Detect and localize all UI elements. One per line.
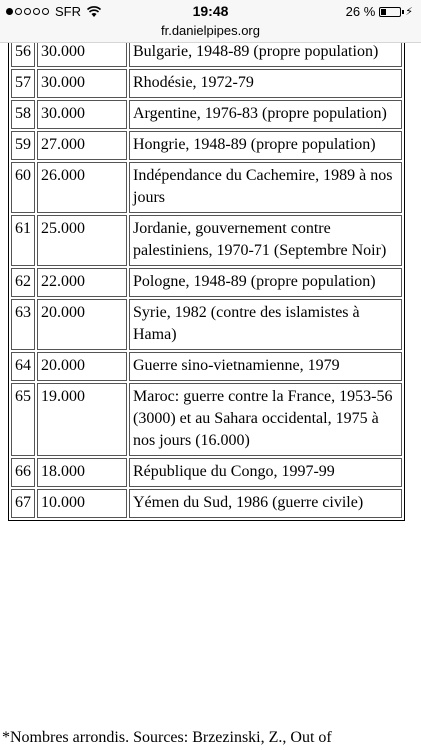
description-cell: Pologne, 1948-89 (propre population) [129, 268, 402, 297]
rank-cell: 64 [11, 352, 35, 381]
value-cell: 22.000 [37, 268, 127, 297]
description-cell: Bulgarie, 1948-89 (propre population) [129, 43, 402, 67]
battery-percentage: 26 % [345, 4, 376, 19]
casualties-table [8, 43, 405, 521]
rank-cell: 62 [11, 268, 35, 297]
description-cell: Syrie, 1982 (contre des islamistes à Hama) [129, 299, 402, 350]
status-bar [0, 0, 421, 22]
description-cell: Guerre sino-vietnamienne, 1979 [129, 352, 402, 381]
footnote: *Nombres arrondis. Sources: Brzezinski, Z., Out of [2, 729, 332, 746]
table-row [11, 489, 402, 518]
table-row [11, 268, 402, 297]
table-row [11, 69, 402, 98]
description-cell: Maroc: guerre contre la France, 1953-56 (3000) et au Sahara occidental, 1975 à nos jours (16.000) [129, 383, 402, 456]
battery-icon [379, 7, 401, 17]
value-cell: 19.000 [37, 383, 127, 456]
value-cell: 26.000 [37, 162, 127, 213]
address-bar[interactable] [0, 22, 421, 43]
value-cell: 10.000 [37, 489, 127, 518]
clock: 19:48 [192, 3, 229, 19]
description-cell: Yémen du Sud, 1986 (guerre civile) [129, 489, 402, 518]
rank-cell: 58 [11, 100, 35, 129]
description-cell: République du Congo, 1997-99 [129, 458, 402, 487]
value-cell: 30.000 [37, 100, 127, 129]
rank-cell: 65 [11, 383, 35, 456]
description-cell: Jordanie, gouvernement contre palestiniens, 1970-71 (Septembre Noir) [129, 215, 402, 266]
rank-cell: 56 [11, 43, 35, 67]
value-cell: 18.000 [37, 458, 127, 487]
table-row [11, 43, 402, 67]
description-cell: Indépendance du Cachemire, 1989 à nos jours [129, 162, 402, 213]
value-cell: 30.000 [37, 69, 127, 98]
description-cell: Hongrie, 1948-89 (propre population) [129, 131, 402, 160]
table-row [11, 100, 402, 129]
description-cell: Rhodésie, 1972-79 [129, 69, 402, 98]
url-text[interactable]: fr.danielpipes.org [160, 23, 260, 38]
value-cell: 20.000 [37, 299, 127, 350]
page-content [0, 43, 421, 750]
value-cell: 25.000 [37, 215, 127, 266]
table-row [11, 352, 402, 381]
value-cell: 30.000 [37, 43, 127, 67]
rank-cell: 57 [11, 69, 35, 98]
rank-cell: 59 [11, 131, 35, 160]
table-row [11, 383, 402, 456]
rank-cell: 61 [11, 215, 35, 266]
charging-bolt-icon: ⚡ [405, 6, 413, 18]
status-right [346, 4, 413, 19]
rank-cell: 63 [11, 299, 35, 350]
value-cell: 27.000 [37, 131, 127, 160]
table-row [11, 131, 402, 160]
rank-cell: 67 [11, 489, 35, 518]
table-row [11, 458, 402, 487]
rank-cell: 60 [11, 162, 35, 213]
table-row [11, 162, 402, 213]
description-cell: Argentine, 1976-83 (propre population) [129, 100, 402, 129]
value-cell: 20.000 [37, 352, 127, 381]
table-row [11, 215, 402, 266]
rank-cell: 66 [11, 458, 35, 487]
carrier-name: SFR [55, 4, 81, 19]
table-row [11, 299, 402, 350]
